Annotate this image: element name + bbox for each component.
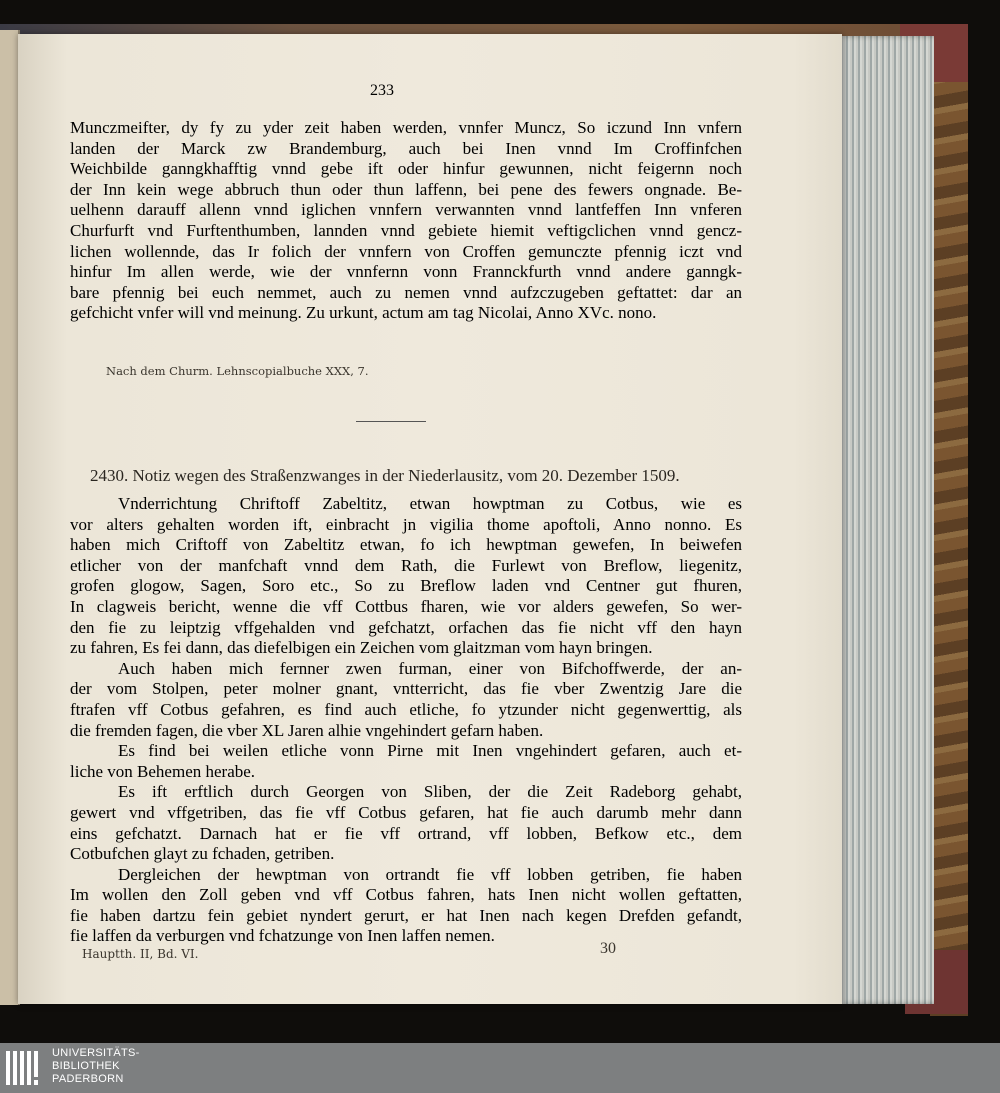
text-line: fie haben dartzu fein gebiet nyndert gerurt, er hat Inen nach kegen Drefden gefandt, bbox=[70, 905, 742, 925]
text-line: uelhenn darauff allenn vnnd iglichen vnnfern verwannten vnnd lantfeffen Inn vnferen bbox=[70, 200, 742, 220]
text-line: fie laffen da verburgen vnd fchatzunge von Inen laffen nemen. bbox=[70, 926, 495, 946]
text-line: landen der Marck zw Brandemburg, auch bei Inen vnnd Im Croffinfchen bbox=[70, 138, 742, 158]
footer-volume: Hauptth. II, Bd. VI. bbox=[82, 947, 199, 961]
text-line: eins gefchatzt. Darnach hat er fie vff ortrand, vff lobben, Befkow etc., dem bbox=[70, 823, 742, 843]
text-line: bare pfennig bei euch nemmet, auch zu nemen vnnd aufzczugeben geftattet: dar an bbox=[70, 282, 742, 302]
library-name-line1: UNIVERSITÄTS- bbox=[52, 1047, 140, 1059]
library-name bbox=[52, 1047, 140, 1086]
text-block-charter bbox=[70, 118, 742, 324]
text-line: In clagweis bericht, wenne die vff Cottbus fharen, wie vor alders gewefen, So wer- bbox=[70, 596, 742, 616]
text-line: gefchicht vnfer will vnd meinung. Zu urkunt, actum am tag Nicolai, Anno XVc. nono. bbox=[70, 303, 657, 323]
text-line: Cotbufchen glayt zu fchaden, getriben. bbox=[70, 844, 335, 864]
text-block-notice bbox=[70, 494, 742, 947]
library-name-line3: PADERBORN bbox=[52, 1073, 124, 1085]
book-cover-left-edge bbox=[0, 30, 20, 1005]
page-stack-edge bbox=[838, 36, 934, 1004]
text-line: Vnderrichtung Chriftoff Zabeltitz, etwan howptman zu Cotbus, wie es bbox=[118, 494, 742, 513]
text-line: Auch haben mich fernner zwen furman, einer von Bifchoffwerde, der an- bbox=[118, 658, 742, 678]
section-divider bbox=[356, 421, 426, 422]
text-line: etlicher von der manfchaft vnnd dem Rath, die Furlewt von Breflow, liegenitz, bbox=[70, 555, 742, 575]
text-line: Es find bei weilen etliche vonn Pirne mit Inen vngehindert gefaren, auch et- bbox=[118, 741, 742, 761]
text-line: liche von Behemen herabe. bbox=[70, 761, 256, 781]
text-line: vor alters gehalten worden ift, einbracht jn vigilia thome apoftoli, Anno nonno. Es bbox=[70, 514, 742, 534]
book-cover-right-edge bbox=[930, 24, 968, 1016]
text-line: lichen wollennde, das Ir folich der vnnfern von Croffen gemunczte pfennig iczt vnd bbox=[70, 241, 742, 261]
book-page bbox=[18, 34, 842, 1004]
text-line: Churfurft vnd Furftenthumben, lannden vnnd gebiete hiemit veftigclichen vnnd gencz- bbox=[70, 220, 742, 240]
source-note: Nach dem Churm. Lehnscopialbuche XXX, 7. bbox=[106, 364, 369, 378]
text-line: ftrafen vff Cotbus gefahren, es find auch etliche, fo ytzunder nicht gegenwerttig, als bbox=[70, 699, 742, 719]
text-line: grofen glogow, Sagen, Soro etc., So zu Breflow laden vnd Centner gut fhuren, bbox=[70, 576, 742, 596]
text-line: Weichbilde ganngkhafftig vnnd gebe ift oder hinfur gewunnen, nicht feigernn noch bbox=[70, 159, 742, 179]
text-line: gewert vnd vffgetriben, das fie vff Cotbus gefaren, hat fie auch darumb mehr dann bbox=[70, 802, 742, 822]
library-name-line2: BIBLIOTHEK bbox=[52, 1060, 120, 1072]
page-number: 233 bbox=[370, 82, 394, 99]
text-line: die fremden fagen, die vber XL Jaren alhie vngehindert gefarn haben. bbox=[70, 720, 544, 740]
text-line: Munczmeifter, dy fy zu yder zeit haben werden, vnnfer Muncz, So iczund Inn vnfern bbox=[70, 118, 742, 137]
text-line: der Inn kein wege abbruch thun oder thun laffenn, bei pene des fewers ongnade. Be- bbox=[70, 179, 742, 199]
footer-signature: 30 bbox=[600, 940, 616, 957]
library-footer-bar bbox=[0, 1043, 1000, 1093]
text-line: Es ift erftlich durch Georgen von Sliben, der die Zeit Radeborg gehabt, bbox=[118, 782, 742, 802]
text-line: hinfur Im allen werde, wie der vnnfernn vonn Frannckfurth vnnd andere ganngk- bbox=[70, 262, 742, 282]
text-line: Im wollen den Zoll geben vnd vff Cotbus fahren, hats Inen nicht wollen geftatten, bbox=[70, 885, 742, 905]
library-barcode-logo-icon bbox=[4, 1045, 48, 1091]
text-line: haben mich Criftoff von Zabeltitz etwan, fo ich hewptman gewefen, In beiwefen bbox=[70, 535, 742, 555]
text-line: der vom Stolpen, peter molner gnant, vntterricht, das fie vber Zwentzig Jare die bbox=[70, 679, 742, 699]
section-heading: 2430. Notiz wegen des Straßenzwanges in der Niederlausitz, vom 20. Dezember 1509. bbox=[90, 466, 680, 485]
text-line: den fie zu leiptzig vffgehalden vnd gefchatzt, orfachen das fie nicht vff den hayn bbox=[70, 617, 742, 637]
text-line: Dergleichen der hewptman von ortrandt fie vff lobben getriben, fie haben bbox=[118, 864, 742, 884]
text-line: zu fahren, Es fei dann, das diefelbigen ein Zeichen vom glaitzman vom hayn bringen. bbox=[70, 638, 653, 658]
